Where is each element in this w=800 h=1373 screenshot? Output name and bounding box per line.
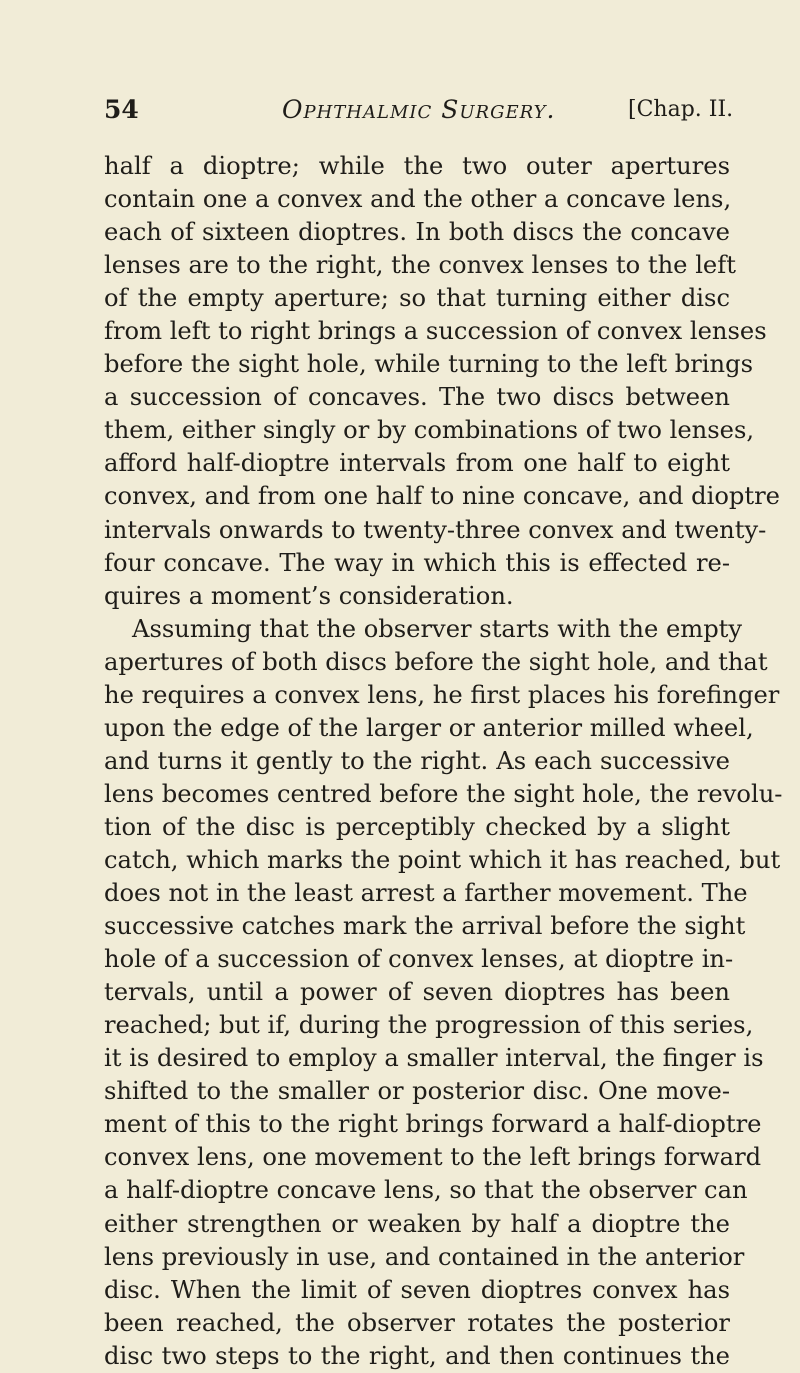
text-line: of the empty aperture; so that turning either disc	[104, 284, 730, 313]
text-line: them, either singly or by combinations of two lenses,	[104, 416, 755, 445]
text-line: lenses are to the right, the convex lenses to the left	[104, 251, 736, 280]
text-line: disc. When the limit of seven dioptres convex has	[104, 1275, 730, 1304]
text-line: either strengthen or weaken by half a dioptre the	[104, 1209, 730, 1238]
text-line: before the sight hole, while turning to the left brings	[104, 350, 753, 379]
text-line: half a dioptre; while the two outer apertures	[104, 152, 730, 180]
text-line: ment of this to the right brings forward a half-dioptre	[104, 1110, 762, 1139]
text-line: from left to right brings a succession of convex lenses	[104, 317, 767, 346]
text-line: lens becomes centred before the sight hole, the revolu-	[104, 779, 783, 808]
text-line: successive catches mark the arrival before the sight	[104, 912, 746, 941]
text-line: contain one a convex and the other a concave lens,	[104, 185, 732, 214]
page-number: 54	[104, 95, 139, 124]
paragraph-start-line: Assuming that the observer starts with the empty	[132, 614, 743, 643]
text-line: hole of a succession of convex lenses, at dioptre in-	[104, 945, 734, 974]
running-title: Ophthalmic Surgery.	[282, 95, 556, 124]
text-line: it is desired to employ a smaller interval, the finger is	[104, 1044, 764, 1073]
text-line: tervals, until a power of seven dioptres has been	[104, 978, 730, 1007]
chapter-label: [Chap. II.	[628, 97, 734, 122]
text-line: he requires a convex lens, he first places his forefinger	[104, 680, 780, 709]
text-line: does not in the least arrest a farther movement. The	[104, 879, 748, 908]
text-line: and turns it gently to the right. As each successive	[104, 746, 730, 775]
text-line: each of sixteen dioptres. In both discs the concave	[104, 218, 730, 247]
text-line: shifted to the smaller or posterior disc. One move-	[104, 1077, 730, 1106]
page-header	[0, 90, 800, 130]
text-line: a half-dioptre concave lens, so that the observer can	[104, 1176, 748, 1205]
text-line: convex lens, one movement to the left brings forward	[104, 1143, 762, 1172]
text-line: been reached, the observer rotates the posterior	[104, 1308, 730, 1337]
text-line: reached; but if, during the progression of this series,	[104, 1011, 754, 1040]
text-line: convex, and from one half to nine concave, and dioptre	[104, 482, 780, 511]
body-text	[104, 150, 783, 1373]
text-line: upon the edge of the larger or anterior milled wheel,	[104, 713, 754, 742]
text-line: catch, which marks the point which it has reached, but	[104, 845, 781, 874]
text-line: four concave. The way in which this is effected re-	[104, 548, 730, 577]
text-line: tion of the disc is perceptibly checked by a slight	[104, 812, 730, 841]
text-line: a succession of concaves. The two discs between	[104, 383, 730, 412]
text-line: disc two steps to the right, and then continues the	[104, 1341, 730, 1370]
text-line: intervals onwards to twenty-three convex and twenty-	[104, 515, 767, 544]
text-line: afford half-dioptre intervals from one half to eight	[104, 449, 730, 478]
paragraph-end-line: quires a moment’s consideration.	[104, 581, 514, 610]
text-line: apertures of both discs before the sight hole, and that	[104, 647, 768, 676]
text-line: lens previously in use, and contained in the anterior	[104, 1242, 745, 1271]
